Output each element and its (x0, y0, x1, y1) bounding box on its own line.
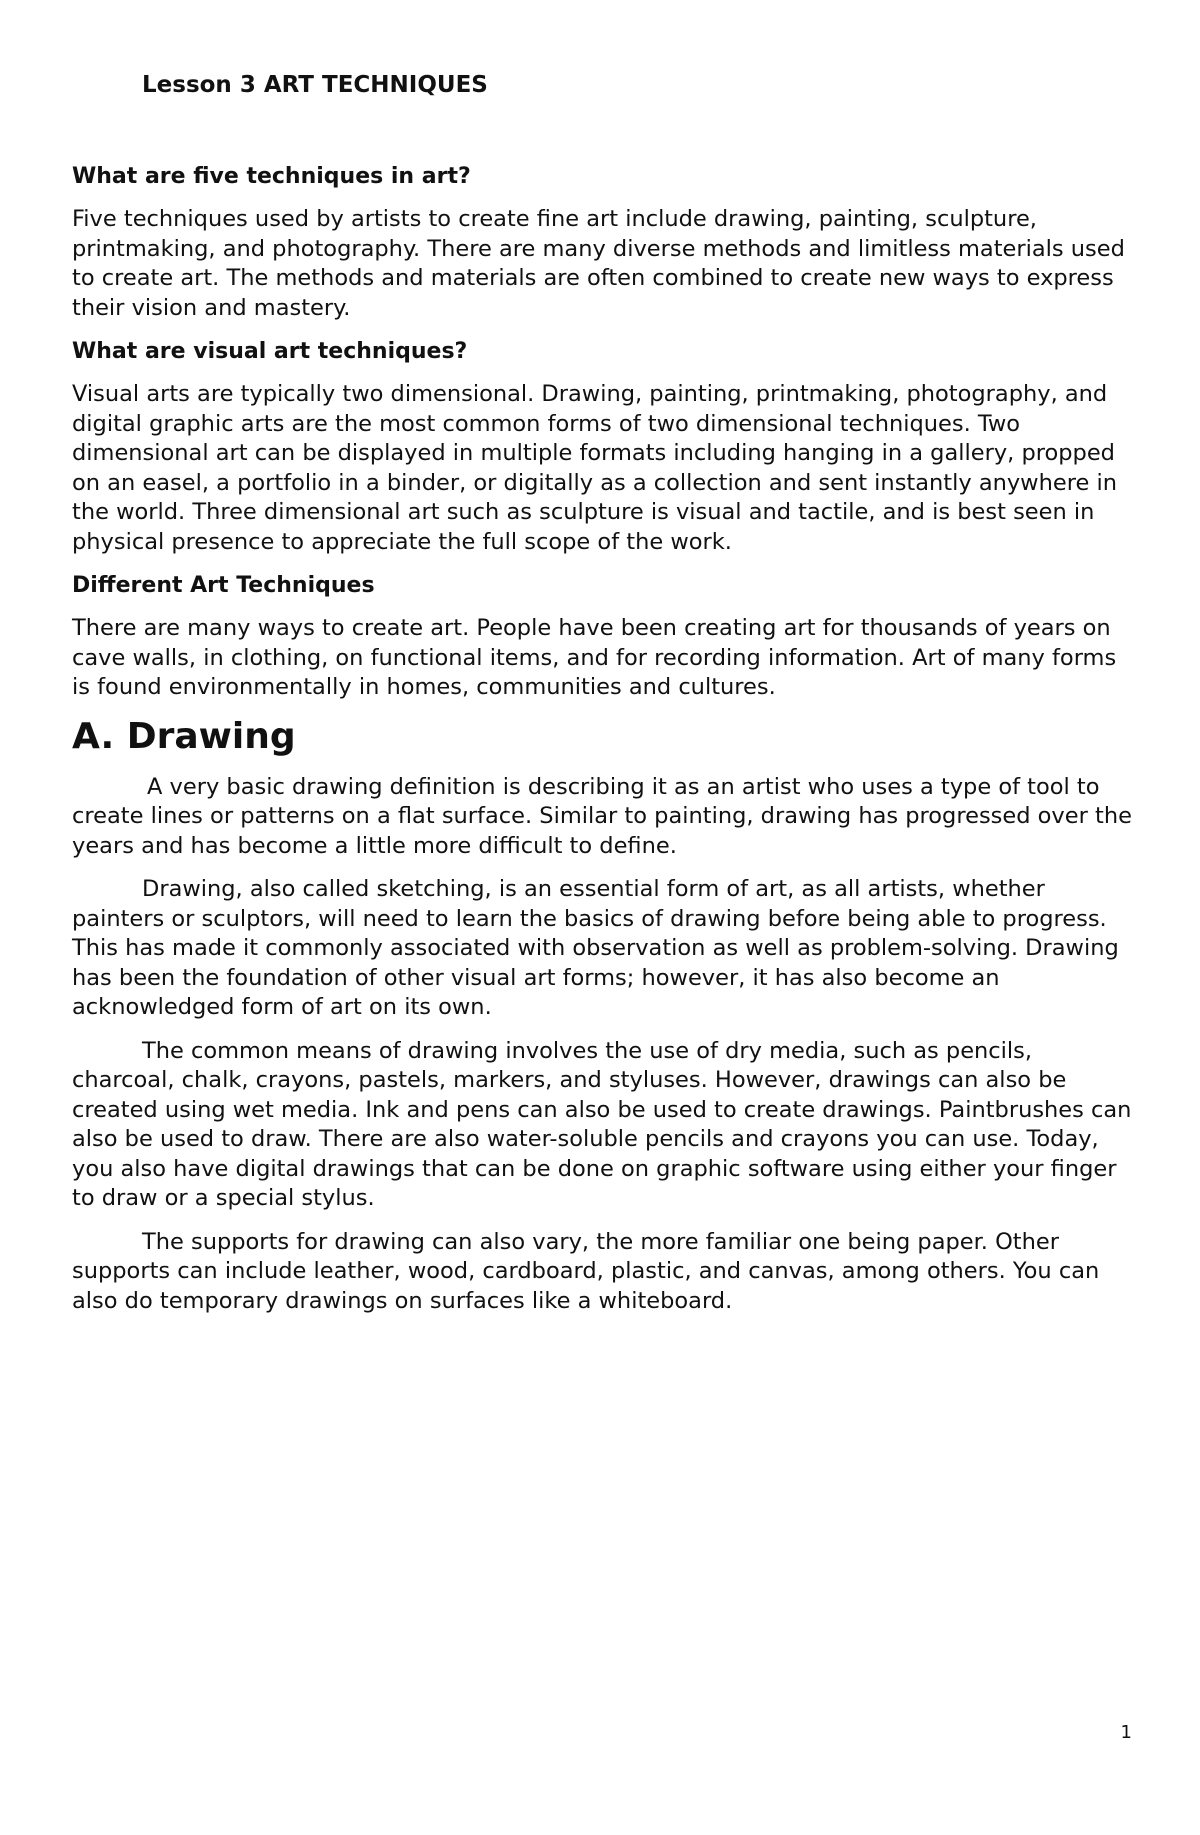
paragraph-drawing-sketching: Drawing, also called sketching, is an essential form of art, as all artists, whether painters or sculptors, will need to learn the basics of drawing before being able to progress. This has made it commonly associated with observation as well as problem-solving. Drawing has been the foundation of other visual art forms; however, it has also become an acknowledged form of art on its own. (72, 876, 1119, 1020)
page-number: 1 (1120, 1722, 1132, 1743)
paragraph-visual-art-techniques: Visual arts are typically two dimensional. Drawing, painting, printmaking, photography, and digital graphic arts are the most common forms of two dimensional techniques. Two dimensional art can be displayed in multiple formats including hanging in a gallery, propped on an easel, a portfolio in a binder, or digitally as a collection and sent instantly anywhere in the world. Three dimensional art such as sculpture is visual and tactile, and is best seen in physical presence to appreciate the full scope of the work. (72, 381, 1117, 555)
section-heading-drawing: A. Drawing (72, 715, 296, 757)
section-heading-visual-art-techniques: What are visual art techniques? (72, 339, 468, 364)
page-content (72, 70, 1140, 1316)
paragraph-five-techniques: Five techniques used by artists to create fine art include drawing, painting, sculpture, printmaking, and photography. There are many diverse methods and limitless materials used to create art. The methods and materials are often combined to create new ways to express their vision and mastery. (72, 206, 1125, 321)
paragraph-different-art-techniques: There are many ways to create art. People have been creating art for thousands of years on cave walls, in clothing, on functional items, and for recording information. Art of many forms is found environmentally in homes, communities and cultures. (72, 615, 1117, 700)
section-heading-different-art-techniques: Different Art Techniques (72, 573, 375, 598)
section-heading-five-techniques: What are five techniques in art? (72, 164, 471, 189)
lesson-title: Lesson 3 ART TECHNIQUES (142, 72, 488, 98)
paragraph-drawing-media: The common means of drawing involves the use of dry media, such as pencils, charcoal, chalk, crayons, pastels, markers, and styluses. However, drawings can also be created using wet media. Ink and pens can also be used to create drawings. Paintbrushes can also be used to draw. There are also water-soluble pencils and crayons you can use. Today, you also have digital drawings that can be done on graphic software using either your finger to draw or a special stylus. (72, 1037, 1132, 1211)
paragraph-drawing-definition: A very basic drawing definition is describing it as an artist who uses a type of tool to create lines or patterns on a flat surface. Similar to painting, drawing has progressed over the years and has become a little more difficult to define. (72, 773, 1132, 859)
paragraph-drawing-supports: The supports for drawing can also vary, the more familiar one being paper. Other supports can include leather, wood, cardboard, plastic, and canvas, among others. You can also do temporary drawings on surfaces like a whiteboard. (72, 1228, 1100, 1314)
